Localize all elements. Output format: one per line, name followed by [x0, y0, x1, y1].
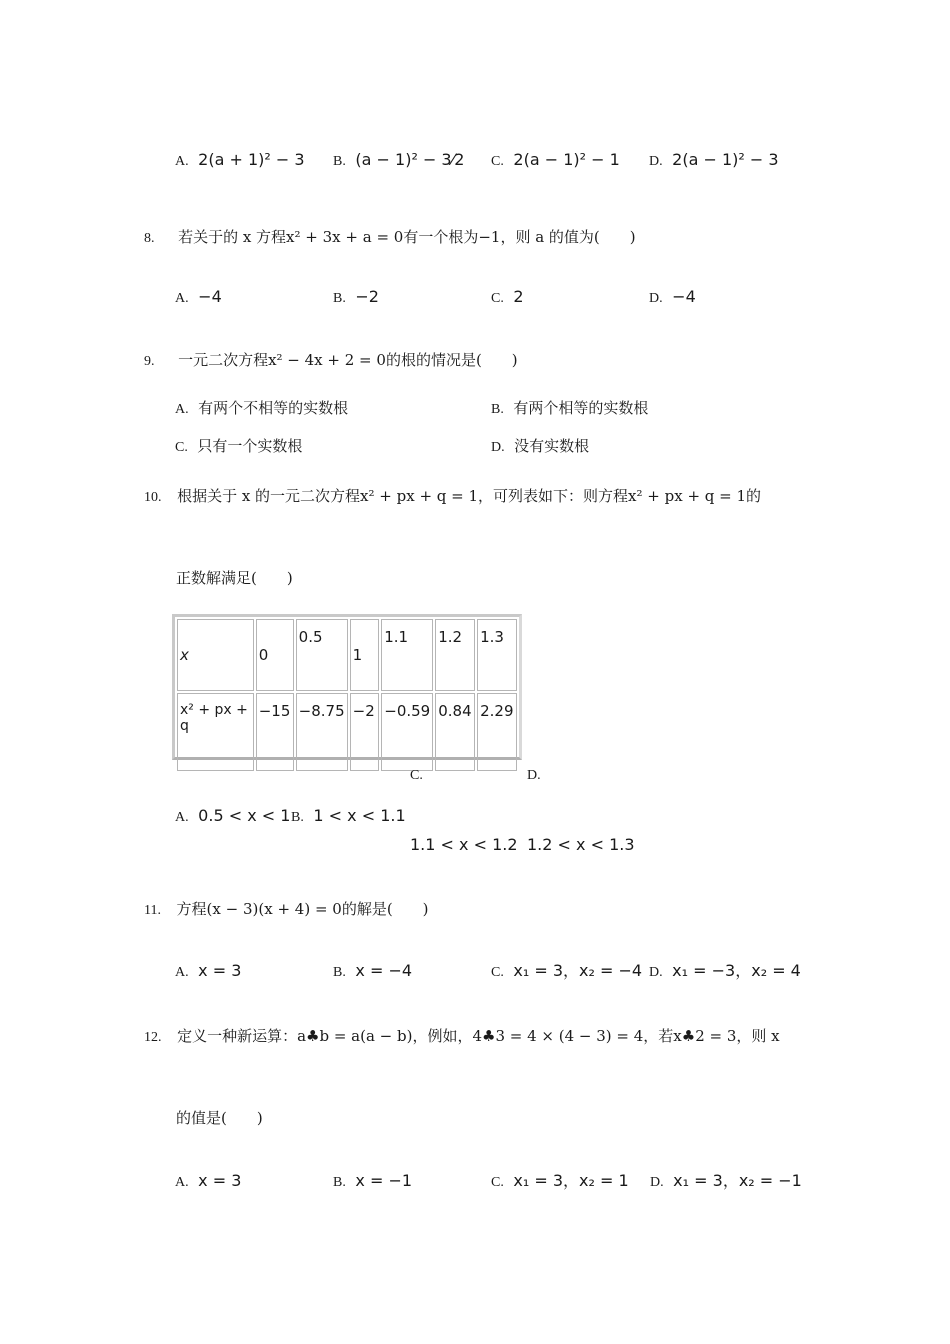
q10-option-a — [175, 806, 290, 828]
table-row — [177, 693, 517, 771]
question-12 — [144, 1026, 780, 1048]
option-label: D. — [649, 154, 663, 169]
question-12-continuation — [176, 1108, 263, 1128]
option-expression: 0.5 < x < 1 — [198, 806, 291, 825]
option-label: A. — [175, 291, 189, 306]
option-expression: −4 — [198, 287, 222, 306]
table-cell: −8.75 — [296, 693, 348, 771]
option-label: D. — [650, 1175, 664, 1190]
q11-option-c — [491, 961, 642, 983]
option-expression: 2(a − 1)² − 1 — [513, 150, 620, 169]
question-text: 正数解满足( ) — [176, 569, 293, 587]
table-cell: 0 — [256, 619, 294, 691]
option-expression: x = 3 — [198, 1171, 242, 1190]
question-number: 11. — [144, 903, 161, 918]
option-expression: 2(a − 1)² − 3 — [672, 150, 779, 169]
option-label: A. — [175, 810, 189, 825]
option-label: D. — [491, 440, 505, 455]
option-expression: 2(a + 1)² − 3 — [198, 150, 305, 169]
question-number: 10. — [144, 490, 162, 505]
option-expression: 有两个相等的实数根 — [513, 399, 649, 417]
q9-option-a — [175, 398, 348, 420]
option-label: B. — [333, 154, 346, 169]
question-8 — [144, 227, 636, 249]
question-number: 8. — [144, 231, 155, 246]
table-cell: 1.1 — [381, 619, 433, 691]
q11-option-d — [649, 961, 801, 983]
option-expression: 2 — [513, 287, 524, 306]
q8-option-d — [649, 287, 696, 309]
option-expression: x = −4 — [355, 961, 413, 980]
option-expression: x₁ = 3，x₂ = −4 — [513, 961, 643, 980]
table-cell: 1 — [350, 619, 380, 691]
option-expression: x = −1 — [355, 1171, 413, 1190]
q12-option-b — [333, 1171, 412, 1193]
table-cell: −0.59 — [381, 693, 433, 771]
q10-option-d-expression: 1.2 < x < 1.3 — [527, 835, 635, 854]
option-expression: 只有一个实数根 — [197, 437, 303, 455]
option-label: B. — [333, 1175, 346, 1190]
question-10 — [144, 486, 761, 508]
option-label: C. — [491, 291, 504, 306]
question-number: 12. — [144, 1030, 162, 1045]
q11-option-b — [333, 961, 412, 983]
option-label: C. — [491, 154, 504, 169]
q7-option-d — [649, 150, 779, 172]
option-expression: −4 — [672, 287, 696, 306]
table-cell: −15 — [256, 693, 294, 771]
question-number: 9. — [144, 354, 155, 369]
q10-option-b — [291, 806, 406, 828]
question-text: 定义一种新运算：a♣b = a(a − b)，例如，4♣3 = 4 × (4 − 3) = 4，若x♣2 = 3，则 x — [177, 1027, 780, 1045]
q10-option-d-label: D. — [527, 768, 541, 783]
option-expression: x₁ = 3，x₂ = 1 — [513, 1171, 629, 1190]
table-cell: 0.84 — [435, 693, 475, 771]
option-expression: x = 3 — [198, 961, 242, 980]
question-text: 一元二次方程x² − 4x + 2 = 0的根的情况是( ) — [178, 351, 518, 369]
table-cell: 1.2 — [435, 619, 475, 691]
q10-option-c-expression: 1.1 < x < 1.2 — [410, 835, 518, 854]
value-table — [172, 614, 522, 760]
table-cell: x² + px + q — [177, 693, 254, 771]
question-text: 若关于的 x 方程x² + 3x + a = 0有一个根为−1，则 a 的值为( ) — [178, 228, 636, 246]
option-label: B. — [491, 402, 504, 417]
option-expression: 1 < x < 1.1 — [313, 806, 406, 825]
option-label: B. — [291, 810, 304, 825]
option-expression: 有两个不相等的实数根 — [198, 399, 349, 417]
option-expression: 没有实数根 — [514, 437, 590, 455]
option-label: A. — [175, 402, 189, 417]
option-label: B. — [333, 965, 346, 980]
question-11 — [144, 899, 429, 921]
option-expression: −2 — [355, 287, 379, 306]
question-text: 根据关于 x 的一元二次方程x² + px + q = 1，可列表如下：则方程x² + px + q = 1的 — [177, 487, 762, 505]
q7-option-c — [491, 150, 620, 172]
q12-option-a — [175, 1171, 241, 1193]
option-label: A. — [175, 1175, 189, 1190]
option-expression: x₁ = −3，x₂ = 4 — [672, 961, 801, 980]
q8-option-c — [491, 287, 524, 309]
option-label: A. — [175, 965, 189, 980]
option-label: A. — [175, 154, 189, 169]
table-cell: 0.5 — [296, 619, 348, 691]
question-10-continuation — [176, 568, 293, 588]
option-label: C. — [491, 965, 504, 980]
q8-option-b — [333, 287, 379, 309]
q11-option-a — [175, 961, 241, 983]
question-text: 方程(x − 3)(x + 4) = 0的解是( ) — [176, 900, 429, 918]
table-cell: −2 — [350, 693, 380, 771]
table-row — [177, 619, 517, 691]
option-expression: x₁ = 3，x₂ = −1 — [673, 1171, 802, 1190]
question-text: 的值是( ) — [176, 1109, 263, 1127]
q10-option-c-label: C. — [410, 768, 423, 783]
q7-option-b — [333, 150, 464, 172]
table-cell: 2.29 — [477, 693, 517, 771]
q7-option-a — [175, 150, 305, 172]
q9-option-d — [491, 436, 589, 458]
option-label: C. — [491, 1175, 504, 1190]
q12-option-d — [650, 1171, 802, 1193]
option-expression: (a − 1)² − 3⁄2 — [355, 150, 465, 169]
q9-option-c — [175, 436, 302, 458]
question-9 — [144, 350, 518, 372]
table-cell: 1.3 — [477, 619, 517, 691]
option-label: C. — [175, 440, 188, 455]
table-cell: x — [177, 619, 254, 691]
option-label: D. — [649, 965, 663, 980]
q12-option-c — [491, 1171, 629, 1193]
option-label: D. — [649, 291, 663, 306]
q8-option-a — [175, 287, 222, 309]
value-table-grid — [175, 617, 519, 773]
option-label: B. — [333, 291, 346, 306]
q9-option-b — [491, 398, 648, 420]
